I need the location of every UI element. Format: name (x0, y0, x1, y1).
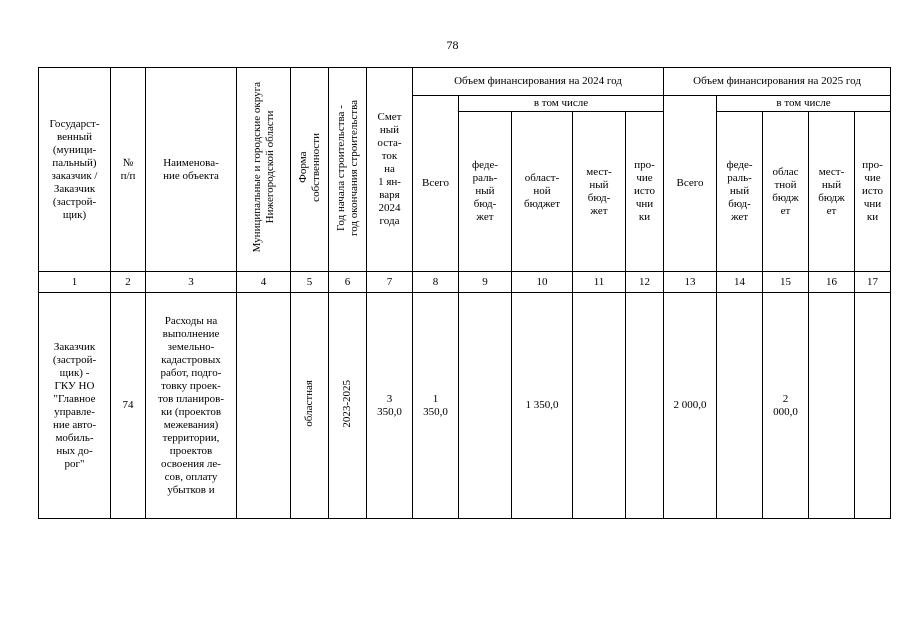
col-num: 15 (763, 272, 809, 293)
cell-regional-2025: 2 000,0 (763, 293, 809, 519)
cell-other-2025 (855, 293, 891, 519)
cell-object-name: Расходы на выполнение земельно- кадастровых работ, подго- товку проек- тов планиров- ки (проектов межевания) территории, проектов освоения ле- сов, оплату убытков и (146, 293, 237, 519)
header-row-1 (39, 68, 891, 96)
col-num: 9 (459, 272, 512, 293)
page-number: 78 (446, 38, 459, 52)
header-ownership-text: Форма собственности (296, 133, 322, 202)
header-object-name: Наименова- ние объекта (146, 68, 237, 272)
table-row (39, 293, 891, 519)
col-num: 6 (329, 272, 367, 293)
cell-municipality (237, 293, 291, 519)
cell-total-2025: 2 000,0 (664, 293, 717, 519)
header-other-2025: про- чие исто чни ки (855, 112, 891, 272)
col-num: 2 (111, 272, 146, 293)
col-num: 5 (291, 272, 329, 293)
col-num: 8 (413, 272, 459, 293)
header-group-2024: Объем финансирования на 2024 год (413, 68, 664, 96)
header-group-2025: Объем финансирования на 2025 год (664, 68, 891, 96)
cell-years-text: 2023-2025 (341, 379, 353, 428)
col-num: 12 (626, 272, 664, 293)
header-years-text: Год начала строительства - год окончания строительства (334, 99, 360, 236)
cell-number: 74 (111, 293, 146, 519)
cell-regional-2024: 1 350,0 (512, 293, 573, 519)
col-num: 1 (39, 272, 111, 293)
header-municipality-text: Муниципальные и городские округа Нижегородской области (250, 82, 276, 253)
col-num: 13 (664, 272, 717, 293)
header-remainder: Смет ный оста- ток на 1 ян- варя 2024 года (367, 68, 413, 272)
column-number-row (39, 272, 891, 293)
col-num: 16 (809, 272, 855, 293)
header-customer: Государст- венный (муници- пальный) заказчик / Заказчик (застрой- щик) (39, 68, 111, 272)
cell-other-2024 (626, 293, 664, 519)
header-federal-2025: феде- раль- ный бюд- жет (717, 112, 763, 272)
col-num: 14 (717, 272, 763, 293)
cell-local-2024 (573, 293, 626, 519)
cell-federal-2025 (717, 293, 763, 519)
header-local-2025: мест- ный бюдж ет (809, 112, 855, 272)
cell-ownership (291, 293, 329, 519)
header-municipality (237, 68, 291, 272)
col-num: 4 (237, 272, 291, 293)
header-total-2025: Всего (664, 96, 717, 272)
col-num: 3 (146, 272, 237, 293)
col-num: 17 (855, 272, 891, 293)
cell-ownership-text: областная (303, 380, 315, 427)
cell-customer: Заказчик (застрой- щик) - ГКУ НО "Главное управле- ние авто- мобиль- ных до- рог" (39, 293, 111, 519)
cell-local-2025 (809, 293, 855, 519)
col-num: 11 (573, 272, 626, 293)
col-num: 7 (367, 272, 413, 293)
cell-remainder: 3 350,0 (367, 293, 413, 519)
header-incl-2024: в том числе (459, 96, 664, 112)
cell-total-2024: 1 350,0 (413, 293, 459, 519)
header-regional-2024: област- ной бюджет (512, 112, 573, 272)
header-incl-2025: в том числе (717, 96, 891, 112)
cell-years (329, 293, 367, 519)
header-number: № п/п (111, 68, 146, 272)
header-total-2024: Всего (413, 96, 459, 272)
header-ownership (291, 68, 329, 272)
header-federal-2024: феде- раль- ный бюд- жет (459, 112, 512, 272)
financing-table (38, 67, 891, 519)
header-years (329, 68, 367, 272)
header-local-2024: мест- ный бюд- жет (573, 112, 626, 272)
header-other-2024: про- чие исто чни ки (626, 112, 664, 272)
cell-federal-2024 (459, 293, 512, 519)
header-regional-2025: облас тной бюдж ет (763, 112, 809, 272)
col-num: 10 (512, 272, 573, 293)
